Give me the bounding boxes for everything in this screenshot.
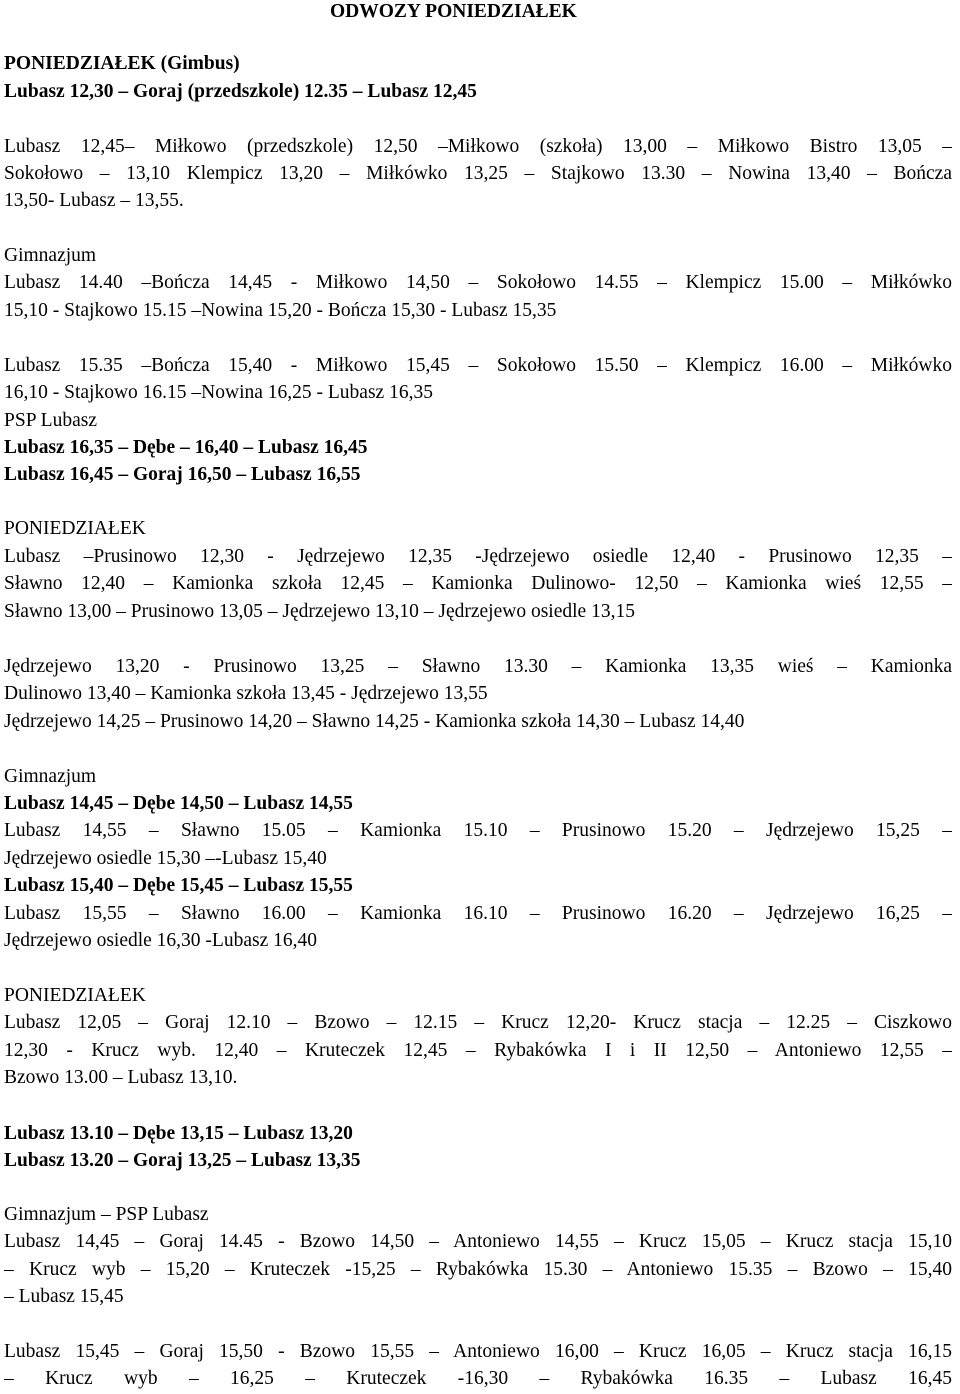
section-heading-poniedzialek: PONIEDZIAŁEK (4, 518, 146, 539)
route-line: Lubasz 16,45 – Goraj 16,50 – Lubasz 16,55 (4, 464, 361, 485)
document-title: ODWOZY PONIEDZIAŁEK (330, 1, 577, 22)
section-heading-gimnazjum-psp: Gimnazjum – PSP Lubasz (4, 1204, 209, 1225)
route-line: Lubasz 13.20 – Goraj 13,25 – Lubasz 13,35 (4, 1150, 361, 1171)
section-heading-gimnazjum: Gimnazjum (4, 766, 97, 787)
section-heading-psp: PSP Lubasz (4, 410, 97, 431)
route-line: 15,10 - Stajkowo 15.15 –Nowina 15,20 - Bończa 15,30 - Lubasz 15,35 (4, 300, 557, 321)
route-line: Lubasz 13.10 – Dębe 13,15 – Lubasz 13,20 (4, 1123, 353, 1144)
route-line: Sławno 13,00 – Prusinowo 13,05 – Jędrzejewo 13,10 – Jędrzejewo osiedle 13,15 (4, 601, 635, 622)
route-line: Lubasz 14,55 – Sławno 15.05 – Kamionka 15.10 – Prusinowo 15.20 – Jędrzejewo 15,25 – (4, 820, 952, 841)
route-line: Lubasz 16,35 – Dębe – 16,40 – Lubasz 16,45 (4, 437, 368, 458)
route-line: Lubasz 14,45 – Dębe 14,50 – Lubasz 14,55 (4, 793, 353, 814)
section-heading-poniedzialek: PONIEDZIAŁEK (4, 985, 146, 1006)
route-line: Jędrzejewo osiedle 15,30 –-Lubasz 15,40 (4, 848, 327, 869)
route-line: – Krucz wyb – 16,25 – Kruteczek -16,30 – Rybakówka 16.35 – Lubasz 16,45 (4, 1368, 952, 1389)
route-line: Lubasz –Prusinowo 12,30 - Jędrzejewo 12,35 -Jędrzejewo osiedle 12,40 - Prusinowo 12,35 – (4, 546, 952, 567)
route-line: Bzowo 13.00 – Lubasz 13,10. (4, 1067, 238, 1088)
route-line: Dulinowo 13,40 – Kamionka szkoła 13,45 - Jędrzejewo 13,55 (4, 683, 488, 704)
route-line: 16,10 - Stajkowo 16.15 –Nowina 16,25 - Lubasz 16,35 (4, 382, 433, 403)
route-line: – Krucz wyb – 15,20 – Kruteczek -15,25 – Rybakówka 15.30 – Antoniewo 15.35 – Bzowo – 15,40 (4, 1259, 952, 1280)
route-line: 12,30 - Krucz wyb. 12,40 – Kruteczek 12,45 – Rybakówka I i II 12,50 – Antoniewo 12,55 – (4, 1040, 952, 1061)
route-line: Lubasz 12,05 – Goraj 12.10 – Bzowo – 12.15 – Krucz 12,20- Krucz stacja – 12.25 – Ciszkowo (4, 1012, 952, 1033)
route-line: Lubasz 15,55 – Sławno 16.00 – Kamionka 16.10 – Prusinowo 16.20 – Jędrzejewo 16,25 – (4, 903, 952, 924)
route-line: 13,50- Lubasz – 13,55. (4, 190, 184, 211)
route-line: Lubasz 15,40 – Dębe 15,45 – Lubasz 15,55 (4, 875, 353, 896)
route-line: Jędrzejewo 14,25 – Prusinowo 14,20 – Sławno 14,25 - Kamionka szkoła 14,30 – Lubasz 14,40 (4, 711, 745, 732)
route-line: Sławno 12,40 – Kamionka szkoła 12,45 – Kamionka Dulinowo- 12,50 – Kamionka wieś 12,55 – (4, 573, 952, 594)
section-heading-gimbus: PONIEDZIAŁEK (Gimbus) (4, 53, 240, 74)
route-line: Jędrzejewo osiedle 16,30 -Lubasz 16,40 (4, 930, 317, 951)
route-line: Lubasz 12,30 – Goraj (przedszkole) 12.35 – Lubasz 12,45 (4, 81, 477, 102)
route-line: Lubasz 14,45 – Goraj 14.45 - Bzowo 14,50 – Antoniewo 14,55 – Krucz 15,05 – Krucz stacja 15,10 (4, 1231, 952, 1252)
route-line: Jędrzejewo 13,20 - Prusinowo 13,25 – Sławno 13.30 – Kamionka 13,35 wieś – Kamionka (4, 656, 952, 677)
route-line: Lubasz 12,45– Miłkowo (przedszkole) 12,50 –Miłkowo (szkoła) 13,00 – Miłkowo Bistro 13,05 – (4, 136, 952, 157)
route-line: Lubasz 15,45 – Goraj 15,50 - Bzowo 15,55 – Antoniewo 16,00 – Krucz 16,05 – Krucz stacja 16,15 (4, 1341, 952, 1362)
section-heading-gimnazjum: Gimnazjum (4, 245, 97, 266)
route-line: Lubasz 15.35 –Bończa 15,40 - Miłkowo 15,45 – Sokołowo 15.50 – Klempicz 16.00 – Miłkówko (4, 355, 952, 376)
route-line: Sokołowo – 13,10 Klempicz 13,20 – Miłkówko 13,25 – Stajkowo 13.30 – Nowina 13,40 – Bończa (4, 163, 952, 184)
route-line: – Lubasz 15,45 (4, 1286, 124, 1307)
route-line: Lubasz 14.40 –Bończa 14,45 - Miłkowo 14,50 – Sokołowo 14.55 – Klempicz 15.00 – Miłkówko (4, 272, 952, 293)
